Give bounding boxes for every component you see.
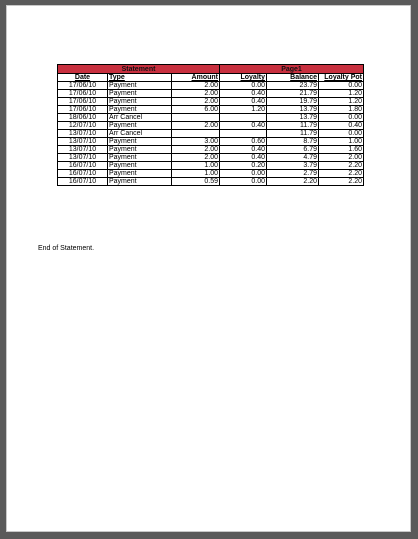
cell-amount: 2.00 bbox=[172, 122, 220, 130]
statement-table bbox=[57, 64, 364, 186]
cell-amount: 0.59 bbox=[172, 178, 220, 186]
cell-amount bbox=[172, 114, 220, 122]
cell-date: 13/07/10 bbox=[58, 138, 108, 146]
cell-balance: 6.79 bbox=[267, 146, 319, 154]
cell-balance: 13.79 bbox=[267, 114, 319, 122]
cell-loyalty: 0.40 bbox=[220, 146, 267, 154]
cell-balance: 3.79 bbox=[267, 162, 319, 170]
cell-loyalty-pot: 1.20 bbox=[319, 98, 364, 106]
statement-title: Statement bbox=[58, 65, 220, 74]
cell-loyalty: 1.20 bbox=[220, 106, 267, 114]
header-balance: Balance bbox=[267, 74, 319, 82]
cell-type: Payment bbox=[108, 154, 172, 162]
cell-date: 13/07/10 bbox=[58, 154, 108, 162]
table-row bbox=[58, 170, 364, 178]
page-label: Page1 bbox=[220, 65, 364, 74]
cell-date: 12/07/10 bbox=[58, 122, 108, 130]
cell-type: Payment bbox=[108, 98, 172, 106]
cell-balance: 21.79 bbox=[267, 90, 319, 98]
cell-loyalty-pot: 0.00 bbox=[319, 130, 364, 138]
cell-amount: 2.00 bbox=[172, 82, 220, 90]
cell-loyalty: 0.40 bbox=[220, 98, 267, 106]
cell-date: 18/06/10 bbox=[58, 114, 108, 122]
cell-type: Payment bbox=[108, 90, 172, 98]
cell-type: Payment bbox=[108, 82, 172, 90]
end-of-statement: End of Statement. bbox=[38, 245, 95, 252]
cell-loyalty-pot: 0.40 bbox=[319, 122, 364, 130]
cell-loyalty: 0.00 bbox=[220, 178, 267, 186]
table-row bbox=[58, 138, 364, 146]
cell-date: 13/07/10 bbox=[58, 146, 108, 154]
cell-type: Payment bbox=[108, 146, 172, 154]
cell-loyalty: 0.20 bbox=[220, 162, 267, 170]
cell-balance: 8.79 bbox=[267, 138, 319, 146]
header-loyalty: Loyalty bbox=[220, 74, 267, 82]
cell-date: 17/06/10 bbox=[58, 90, 108, 98]
cell-loyalty-pot: 1.60 bbox=[319, 146, 364, 154]
table-row bbox=[58, 178, 364, 186]
header-type: Type bbox=[108, 74, 172, 82]
cell-type: Payment bbox=[108, 138, 172, 146]
cell-amount: 2.00 bbox=[172, 98, 220, 106]
cell-balance: 2.20 bbox=[267, 178, 319, 186]
table-row bbox=[58, 106, 364, 114]
cell-date: 17/06/10 bbox=[58, 106, 108, 114]
table-row bbox=[58, 162, 364, 170]
table-row bbox=[58, 90, 364, 98]
table-row bbox=[58, 130, 364, 138]
cell-loyalty-pot: 0.00 bbox=[319, 82, 364, 90]
cell-type: Arr Cancel bbox=[108, 130, 172, 138]
statement-rows bbox=[58, 82, 364, 186]
cell-loyalty-pot: 2.20 bbox=[319, 162, 364, 170]
statement-banner bbox=[58, 65, 364, 74]
cell-loyalty-pot: 2.20 bbox=[319, 178, 364, 186]
cell-loyalty: 0.40 bbox=[220, 122, 267, 130]
cell-balance: 23.79 bbox=[267, 82, 319, 90]
header-amount: Amount bbox=[172, 74, 220, 82]
cell-balance: 11.79 bbox=[267, 130, 319, 138]
cell-type: Payment bbox=[108, 122, 172, 130]
cell-amount: 6.00 bbox=[172, 106, 220, 114]
cell-amount: 1.00 bbox=[172, 170, 220, 178]
table-row bbox=[58, 114, 364, 122]
cell-amount: 3.00 bbox=[172, 138, 220, 146]
cell-loyalty: 0.40 bbox=[220, 154, 267, 162]
cell-amount: 2.00 bbox=[172, 154, 220, 162]
table-row bbox=[58, 122, 364, 130]
cell-loyalty-pot: 2.20 bbox=[319, 170, 364, 178]
cell-loyalty bbox=[220, 130, 267, 138]
cell-date: 16/07/10 bbox=[58, 170, 108, 178]
cell-balance: 19.79 bbox=[267, 98, 319, 106]
table-row bbox=[58, 154, 364, 162]
cell-balance: 11.79 bbox=[267, 122, 319, 130]
cell-loyalty: 0.00 bbox=[220, 82, 267, 90]
cell-amount: 1.00 bbox=[172, 162, 220, 170]
cell-balance: 13.79 bbox=[267, 106, 319, 114]
table-row bbox=[58, 146, 364, 154]
cell-loyalty: 0.60 bbox=[220, 138, 267, 146]
cell-loyalty: 0.40 bbox=[220, 90, 267, 98]
cell-loyalty-pot: 1.20 bbox=[319, 90, 364, 98]
cell-loyalty-pot: 1.00 bbox=[319, 138, 364, 146]
cell-loyalty-pot: 0.00 bbox=[319, 114, 364, 122]
cell-balance: 4.79 bbox=[267, 154, 319, 162]
cell-type: Arr Cancel bbox=[108, 114, 172, 122]
cell-date: 13/07/10 bbox=[58, 130, 108, 138]
cell-amount: 2.00 bbox=[172, 90, 220, 98]
cell-type: Payment bbox=[108, 178, 172, 186]
cell-amount: 2.00 bbox=[172, 146, 220, 154]
cell-date: 16/07/10 bbox=[58, 162, 108, 170]
cell-loyalty: 0.00 bbox=[220, 170, 267, 178]
column-headers bbox=[58, 74, 364, 82]
header-loyalty-pot: Loyalty Pot bbox=[319, 74, 364, 82]
cell-date: 17/06/10 bbox=[58, 98, 108, 106]
cell-amount bbox=[172, 130, 220, 138]
document-page bbox=[6, 5, 411, 532]
cell-date: 17/06/10 bbox=[58, 82, 108, 90]
cell-type: Payment bbox=[108, 106, 172, 114]
cell-balance: 2.79 bbox=[267, 170, 319, 178]
cell-type: Payment bbox=[108, 162, 172, 170]
cell-loyalty bbox=[220, 114, 267, 122]
cell-date: 16/07/10 bbox=[58, 178, 108, 186]
table-row bbox=[58, 98, 364, 106]
cell-type: Payment bbox=[108, 170, 172, 178]
cell-loyalty-pot: 2.00 bbox=[319, 154, 364, 162]
header-date: Date bbox=[58, 74, 108, 82]
cell-loyalty-pot: 1.80 bbox=[319, 106, 364, 114]
table-row bbox=[58, 82, 364, 90]
